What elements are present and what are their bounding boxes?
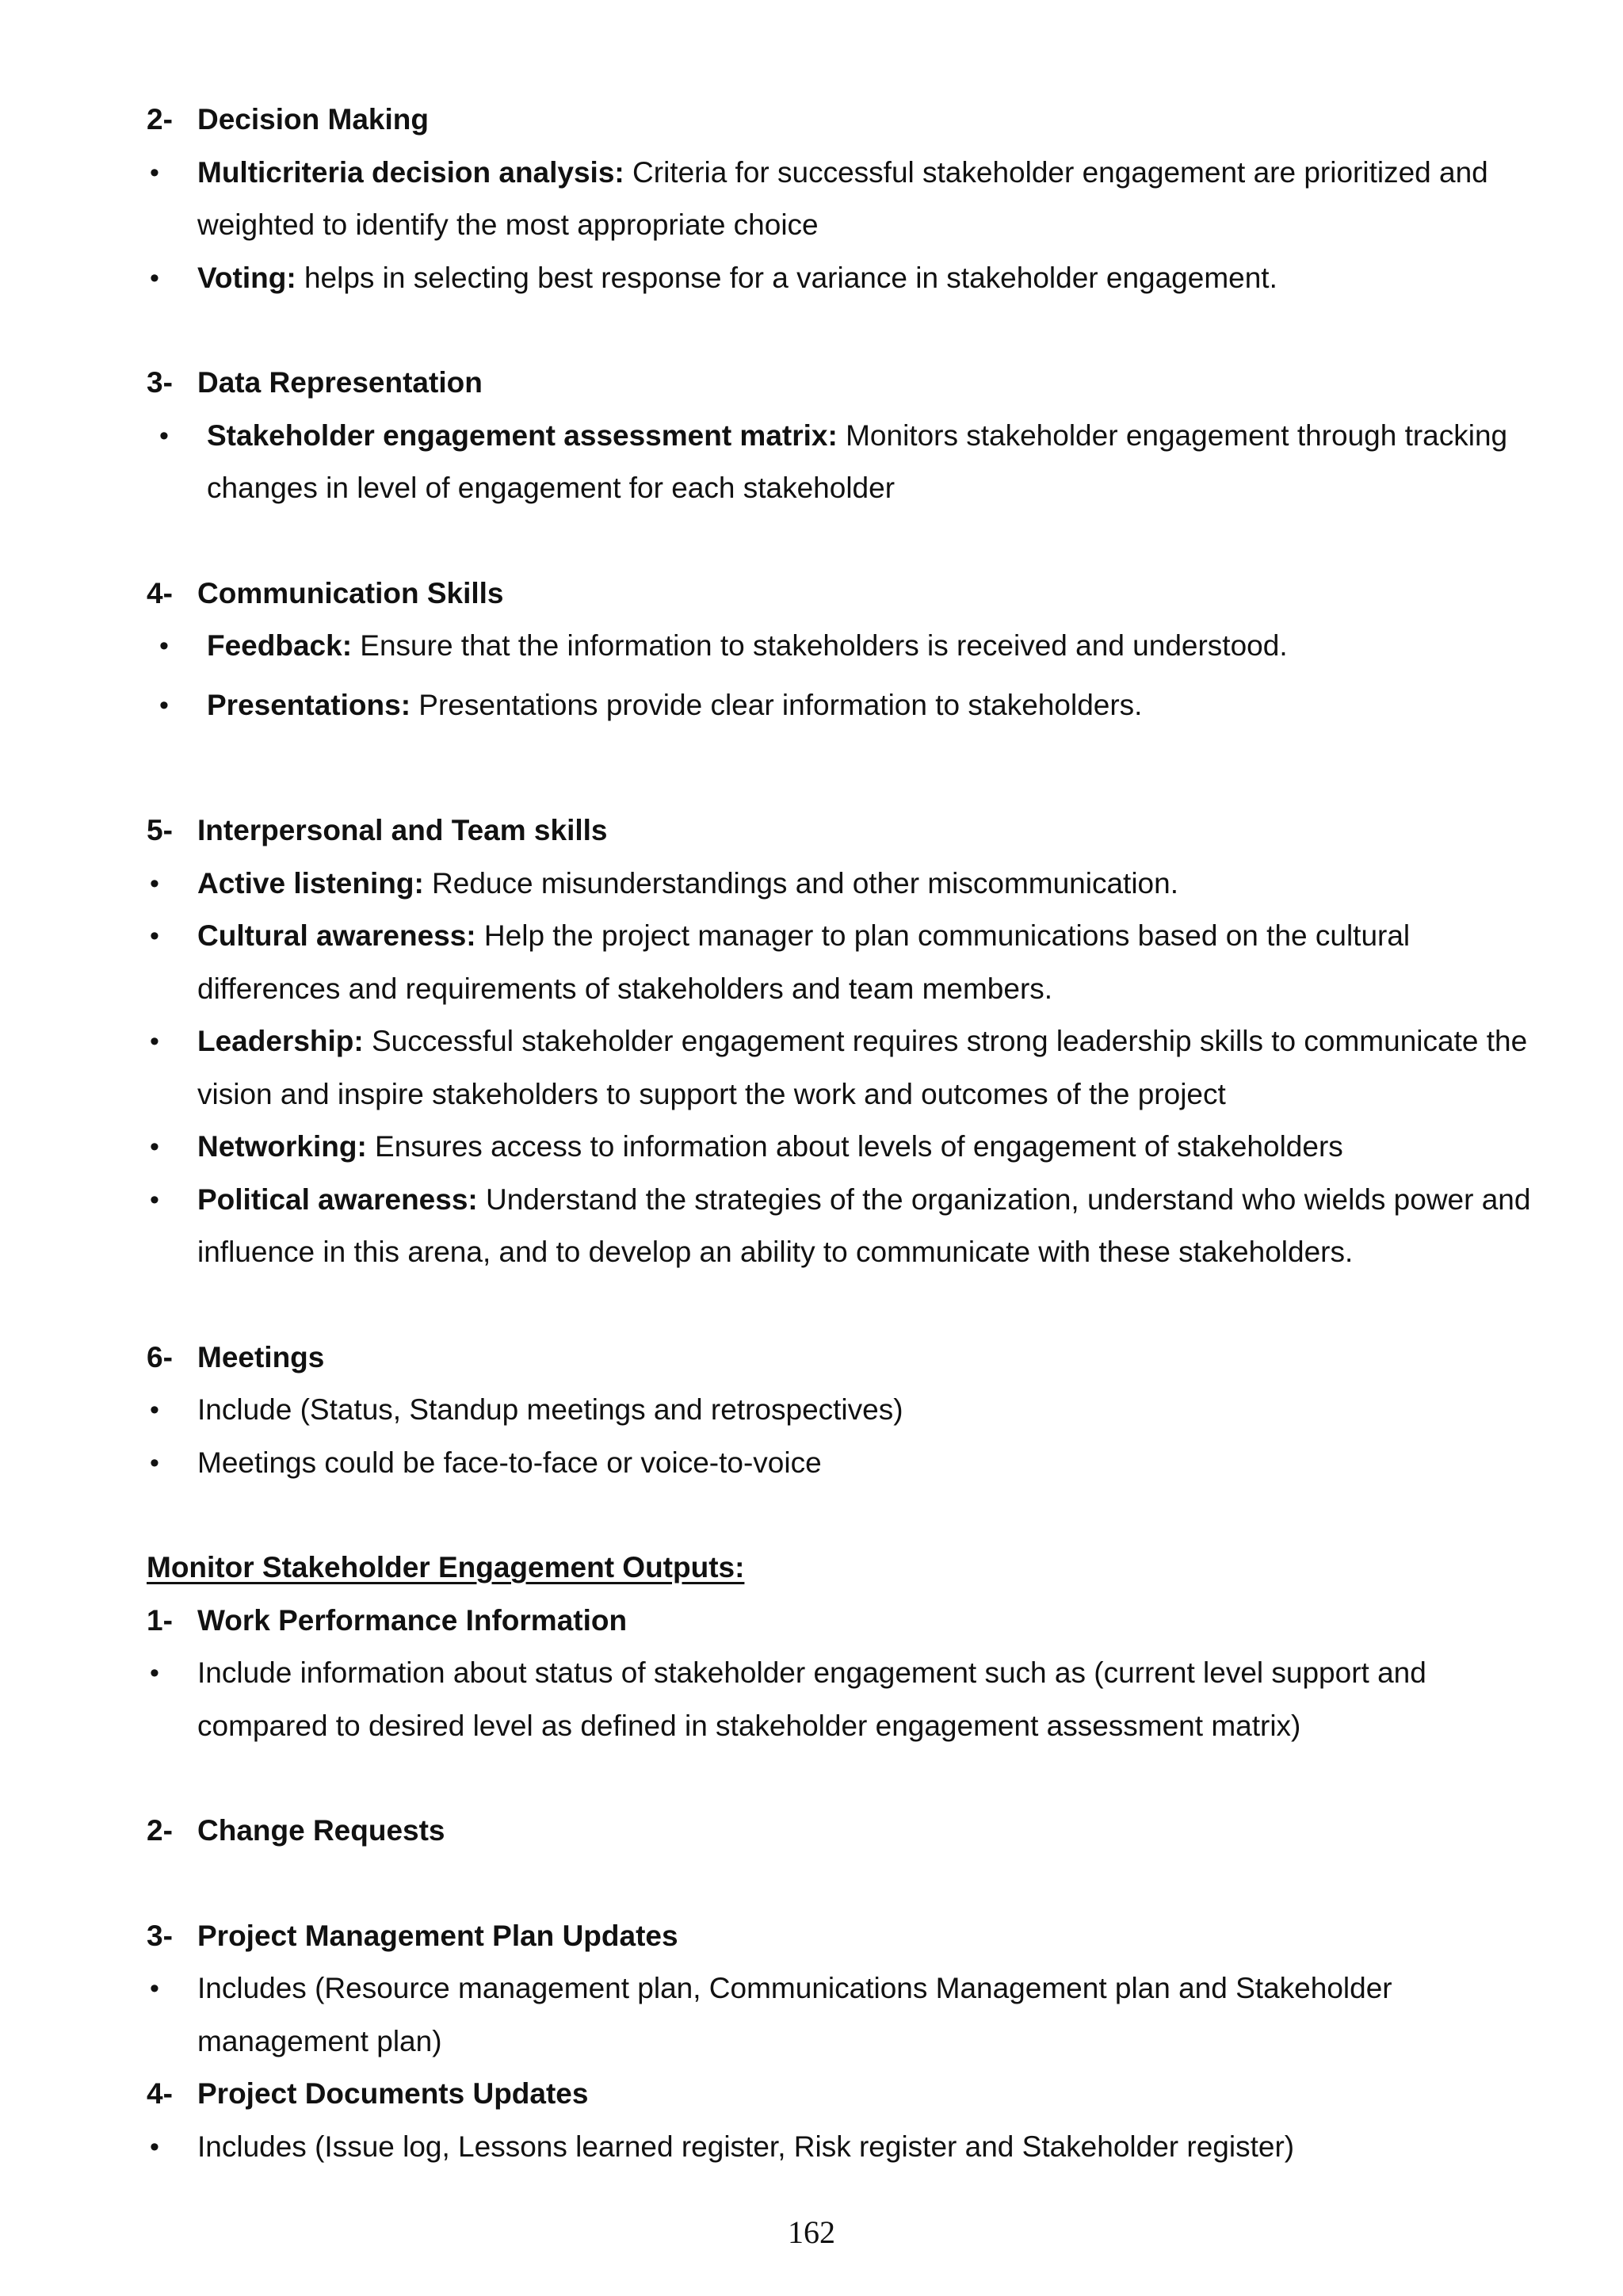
bullet-icon: • bbox=[159, 690, 169, 720]
item-text: Monitors stakeholder engagement through tracking changes in level of engagement for each stakeholder bbox=[207, 418, 1508, 504]
bullet-icon: • bbox=[150, 921, 159, 951]
section-title: Work Performance Information bbox=[197, 1603, 628, 1637]
list-interpersonal-team-skills bbox=[147, 858, 1541, 1279]
bullet-icon: • bbox=[150, 1447, 159, 1478]
output-heading-project-documents-updates bbox=[147, 2068, 1541, 2121]
list-item bbox=[147, 1121, 1541, 1174]
list-item bbox=[147, 147, 1541, 252]
section-title: Interpersonal and Team skills bbox=[197, 814, 608, 846]
list-item bbox=[147, 679, 1541, 732]
section-number: 1- bbox=[147, 1603, 173, 1637]
section-number: 4- bbox=[147, 576, 173, 609]
item-text: Includes (Issue log, Lessons learned register, Risk register and Stakeholder register) bbox=[197, 2130, 1295, 2163]
item-text: Successful stakeholder engagement requires strong leadership skills to communicate the vision and inspire stakeholders to support the work and outcomes of the project bbox=[197, 1025, 1528, 1110]
item-term: Presentations: bbox=[207, 688, 411, 721]
spacer bbox=[147, 304, 1541, 357]
list-item bbox=[147, 1384, 1541, 1437]
item-text: helps in selecting best response for a variance in stakeholder engagement. bbox=[296, 261, 1277, 294]
section-heading-meetings bbox=[147, 1331, 1541, 1385]
list-item bbox=[147, 252, 1541, 305]
item-term: Voting: bbox=[197, 261, 296, 294]
bullet-icon: • bbox=[150, 1132, 159, 1162]
item-term: Cultural awareness: bbox=[197, 919, 476, 952]
spacer bbox=[147, 738, 1541, 804]
output-heading-work-performance-information bbox=[147, 1595, 1541, 1648]
section-title: Communication Skills bbox=[197, 576, 504, 609]
spacer bbox=[147, 1858, 1541, 1910]
list-item bbox=[147, 2121, 1541, 2174]
list-item bbox=[147, 1174, 1541, 1279]
bullet-icon: • bbox=[150, 1658, 159, 1688]
section-number: 6- bbox=[147, 1340, 173, 1373]
section-title: Project Documents Updates bbox=[197, 2077, 589, 2110]
page-number: 162 bbox=[788, 2214, 835, 2250]
list-item bbox=[147, 910, 1541, 1015]
section-title: Meetings bbox=[197, 1340, 325, 1373]
output-heading-project-management-plan-updates bbox=[147, 1910, 1541, 1963]
spacer bbox=[147, 1489, 1541, 1541]
section-number: 5- bbox=[147, 814, 173, 846]
bullet-icon: • bbox=[150, 262, 159, 293]
outputs-title: Monitor Stakeholder Engagement Outputs: bbox=[147, 1551, 745, 1584]
spacer bbox=[147, 1279, 1541, 1331]
item-text: Presentations provide clear information to stakeholders. bbox=[411, 688, 1143, 721]
item-term: Political awareness: bbox=[197, 1182, 478, 1216]
section-heading-interpersonal-team-skills bbox=[147, 804, 1541, 858]
list-work-performance-information bbox=[147, 1647, 1541, 1752]
item-term: Multicriteria decision analysis: bbox=[197, 155, 624, 189]
list-project-management-plan-updates bbox=[147, 1962, 1541, 2068]
section-number: 3- bbox=[147, 1919, 173, 1952]
list-item bbox=[147, 1437, 1541, 1490]
section-number: 2- bbox=[147, 1814, 173, 1847]
item-text: Understand the strategies of the organization, understand who wields power and influence in this arena, and to develop an ability to communicate with these stakeholders. bbox=[197, 1182, 1531, 1268]
section-title: Project Management Plan Updates bbox=[197, 1919, 678, 1952]
bullet-icon: • bbox=[150, 1184, 159, 1215]
section-number: 4- bbox=[147, 2077, 173, 2110]
section-number: 3- bbox=[147, 366, 173, 399]
bullet-icon: • bbox=[150, 2131, 159, 2162]
item-term: Leadership: bbox=[197, 1025, 364, 1057]
section-title: Data Representation bbox=[197, 366, 483, 399]
section-heading-communication-skills bbox=[147, 567, 1541, 621]
item-text: Meetings could be face-to-face or voice-to-voice bbox=[197, 1446, 822, 1479]
item-term: Active listening: bbox=[197, 866, 424, 900]
list-item bbox=[147, 1015, 1541, 1121]
bullet-icon: • bbox=[150, 868, 159, 899]
item-text: Help the project manager to plan communications based on the cultural differences and requirements of stakeholders and team members. bbox=[197, 919, 1411, 1005]
bullet-icon: • bbox=[150, 1395, 159, 1425]
item-text: Ensure that the information to stakeholders is received and understood. bbox=[352, 629, 1288, 662]
list-communication-skills bbox=[147, 620, 1541, 732]
section-heading-decision-making bbox=[147, 94, 1541, 147]
section-title: Decision Making bbox=[197, 103, 429, 136]
list-item bbox=[147, 858, 1541, 911]
list-decision-making bbox=[147, 147, 1541, 305]
item-text: Includes (Resource management plan, Communications Management plan and Stakeholder management plan) bbox=[197, 1972, 1392, 2057]
list-meetings bbox=[147, 1384, 1541, 1489]
item-term: Networking: bbox=[197, 1130, 367, 1163]
bullet-icon: • bbox=[150, 1973, 159, 2004]
list-item bbox=[147, 1962, 1541, 2068]
list-item bbox=[147, 620, 1541, 673]
section-number: 2- bbox=[147, 103, 173, 136]
list-project-documents-updates bbox=[147, 2121, 1541, 2174]
bullet-icon: • bbox=[150, 157, 159, 188]
list-data-representation bbox=[147, 410, 1541, 515]
list-item bbox=[147, 410, 1541, 515]
spacer bbox=[147, 515, 1541, 567]
item-term: Stakeholder engagement assessment matrix: bbox=[207, 418, 838, 452]
section-heading-data-representation bbox=[147, 357, 1541, 410]
item-text: Reduce misunderstandings and other miscommunication. bbox=[423, 866, 1178, 900]
bullet-icon: • bbox=[159, 420, 169, 451]
list-item bbox=[147, 1647, 1541, 1752]
item-text: Ensures access to information about levels of engagement of stakeholders bbox=[366, 1130, 1343, 1163]
bullet-icon: • bbox=[150, 1026, 159, 1056]
item-text: Criteria for successful stakeholder engagement are prioritized and weighted to identify the most appropriate choice bbox=[197, 155, 1488, 241]
page-content bbox=[147, 94, 1541, 2173]
item-term: Feedback: bbox=[207, 629, 353, 662]
spacer bbox=[147, 1752, 1541, 1805]
section-title: Change Requests bbox=[197, 1814, 445, 1847]
item-text: Include information about status of stakeholder engagement such as (current level support and compared to desired level as defined in stakeholder engagement assessment matrix) bbox=[197, 1656, 1426, 1742]
output-heading-change-requests bbox=[147, 1805, 1541, 1858]
bullet-icon: • bbox=[159, 631, 169, 661]
item-text: Include (Status, Standup meetings and retrospectives) bbox=[197, 1393, 903, 1426]
